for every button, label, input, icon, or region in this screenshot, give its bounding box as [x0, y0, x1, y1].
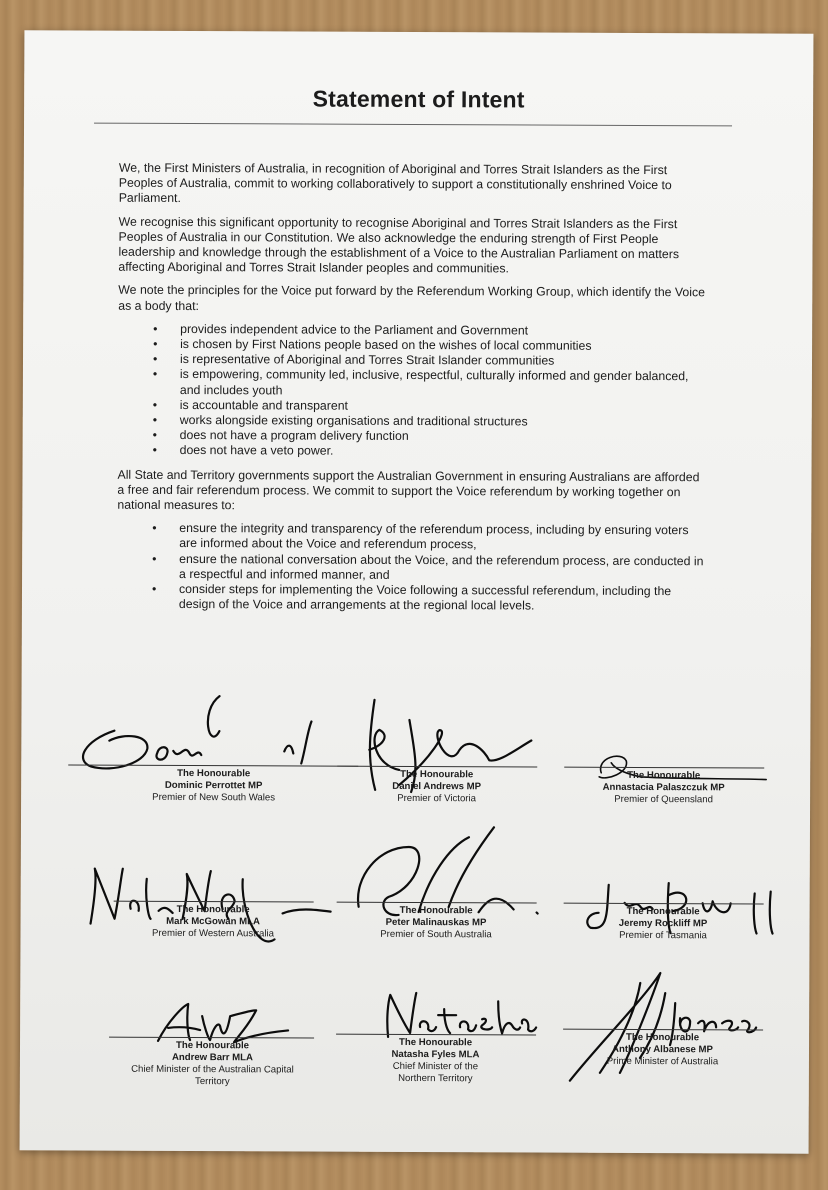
list-item: • ensure the national conversation about the Voice, and the referendum process, are conducted in a respectful and informed manner, and [117, 551, 707, 584]
signatory-block: The Honourable Dominic Perrottet MP Premier of New South Wales [116, 765, 311, 805]
signatory-block: The Honourable Mark McGowan MLA Premier of Western Australia [115, 901, 310, 941]
title-divider [94, 123, 732, 127]
measures-list [117, 521, 707, 615]
signatory-block: The Honourable Jeremy Rockliff MP Premier of Tasmania [565, 903, 760, 943]
principles-list [118, 322, 709, 461]
signatory-block: The Honourable Annastacia Palaszczuk MP Premier of Queensland [566, 767, 761, 807]
list-item: • is chosen by First Nations people based on the wishes of local communities [118, 337, 708, 355]
signature-albanese [540, 963, 771, 1089]
signatory-block: The Honourable Anthony Albanese MP Prime Minister of Australia [565, 1029, 760, 1069]
list-item: • is accountable and transparent [118, 398, 708, 416]
document-body [117, 161, 709, 624]
paragraph-principles-intro: We note the principles for the Voice put forward by the Referendum Working Group, which identify the Voice as a body that: [118, 283, 706, 313]
list-item: • ensure the integrity and transparency of the referendum process, including by ensuring voters are informed about the Voice and referendum process, [117, 521, 707, 554]
paragraph-commitment: All State and Territory governments support the Australian Government in ensuring Australians are afforded a free and fair referendum process. We commit to support the Voice referendum by working together on national measures to: [117, 467, 700, 513]
list-item: • does not have a veto power. [118, 443, 708, 461]
list-item: • does not have a program delivery function [118, 428, 708, 446]
paragraph-recognise: We recognise this significant opportunity to recognise Aboriginal and Torres Strait Islanders as the First Peoples of Australia in our Constitution. We also acknowledge the enduring strength of First People leadership and knowledge through the establishment of a Voice to the Australian Parliament on matters affecting Aboriginal and Torres Strait Islander peoples and communities. [118, 214, 680, 276]
document-title: Statement of Intent [312, 85, 525, 113]
signatory-block: The Honourable Daniel Andrews MP Premier of Victoria [339, 766, 534, 806]
document-page [20, 30, 814, 1153]
signatory-block: The Honourable Andrew Barr MLA Chief Minister of the Australian Capital Territory [115, 1037, 310, 1089]
list-item: • consider steps for implementing the Voice following a successful referendum, including the design of the Voice and arrangements at the regional local levels. [117, 582, 707, 615]
signatory-block: The Honourable Natasha Fyles MLA Chief Minister of the Northern Territory [338, 1034, 533, 1086]
list-item: • is representative of Aboriginal and Torres Strait Islander communities [118, 352, 708, 370]
paragraph-first-ministers: We, the First Ministers of Australia, in recognition of Aboriginal and Torres Strait Islanders as the First Peoples of Australia, commit to working collaboratively to support a constitutionally enshrined Voice to Parliament. [118, 160, 672, 206]
list-item: • provides independent advice to the Parliament and Government [118, 322, 708, 340]
list-item: • works alongside existing organisations and traditional structures [118, 413, 708, 431]
list-item: • is empowering, community led, inclusive, respectful, culturally informed and gender balanced, and includes youth [118, 367, 708, 400]
signatory-block: The Honourable Peter Malinauskas MP Premier of South Australia [338, 902, 533, 942]
